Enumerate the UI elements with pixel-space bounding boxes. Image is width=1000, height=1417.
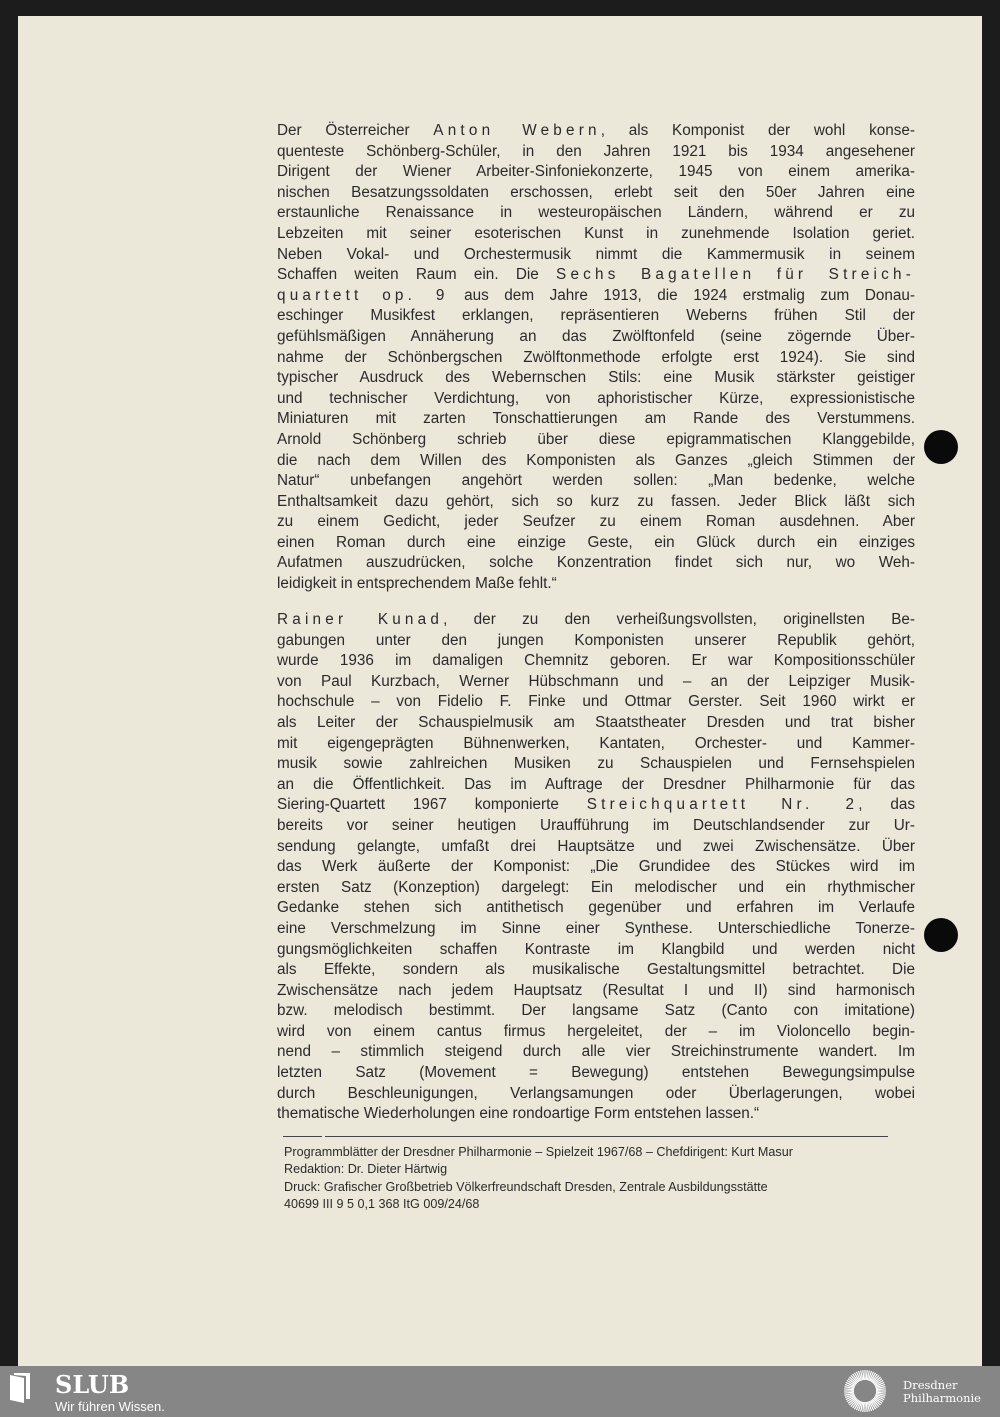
footer-rule: [325, 1136, 888, 1137]
paragraph-kunad: [277, 610, 915, 1125]
text-line: Dirigent der Wiener Arbeiter-Sinfoniekonzerte, 1945 von einem amerika-: [277, 163, 915, 181]
text-segment: Der Österreicher: [277, 122, 434, 139]
viewer-bar: [0, 1366, 1000, 1417]
text-line: Miniaturen mit zarten Tonschattierungen am Rande des Verstummens.: [277, 410, 915, 428]
text-line: und technischer Verdichtung, von aphoristischer Kürze, expressionistische: [277, 389, 915, 407]
text-line: zu einem Gedicht, jeder Seufzer zu einem Roman ausdehnen. Aber: [277, 513, 915, 531]
text-segment: Siering-Quartett 1967 komponierte: [277, 796, 587, 814]
text-line: nahme der Schönbergschen Zwölftonmethode erfolgte erst 1924). Sie sind: [277, 348, 915, 366]
slub-tagline: Wir führen Wissen.: [55, 1399, 165, 1414]
text-line: ersten Satz (Konzeption) dargelegt: Ein melodischer und ein rhythmischer: [277, 878, 915, 896]
text-segment: , das: [858, 796, 915, 814]
text-line: musik sowie zahlreichen Musiken zu Schauspielen und Fernsehspielen: [277, 755, 915, 773]
emphasized-name: Anton Webern: [433, 122, 601, 139]
text-segment: , als Komponist der wohl konse-: [600, 122, 915, 139]
text-line: gefühlsmäßigen Annäherung an das Zwölftonfeld (seine zögernde Über-: [277, 327, 915, 345]
text-line: eschinger Musikfest erklangen, repräsentieren Weberns frühen Stil der: [277, 307, 915, 325]
text-line: [277, 121, 915, 142]
text-segment: Schaffen weiten Raum ein. Die: [277, 266, 557, 284]
text-line: nischen Besatzungssoldaten erschossen, erlebt seit den 50er Jahren eine: [277, 183, 915, 201]
emphasized-name: Streichquartett Nr. 2: [586, 796, 859, 814]
book-icon: [10, 1373, 32, 1403]
text-line: bereits vor seiner heutigen Uraufführung im Deutschlandsender zur Ur-: [277, 816, 915, 834]
text-line: Aufatmen auszudrücken, solche Konzentration findet sich nur, wo Weh-: [277, 554, 915, 572]
text-line: nend – stimmlich steigend durch alle vier Streichinstrumente wandert. Im: [277, 1043, 915, 1061]
text-line: eine Verschmelzung im Sinne einer Synthese. Unterschiedliche Tonerze-: [277, 919, 915, 937]
partner-logo-text[interactable]: [903, 1379, 981, 1405]
text-segment: , der zu den verheißungsvollsten, originellsten Be-: [443, 611, 915, 628]
text-line: wurde 1936 im damaligen Chemnitz geboren. Er war Kompositionsschüler: [277, 652, 915, 670]
text-line: [277, 795, 915, 816]
punch-hole: [924, 918, 958, 952]
imprint-line: Programmblätter der Dresdner Philharmonie – Spielzeit 1967/68 – Chefdirigent: Kurt Masur: [284, 1145, 793, 1159]
text-line: letzten Satz (Movement = Bewegung) entstehen Bewegungsimpulse: [277, 1064, 915, 1082]
imprint-line: Redaktion: Dr. Dieter Härtwig: [284, 1162, 448, 1177]
paragraph-webern: [277, 121, 915, 595]
text-line: Zwischensätze nach jedem Hauptsatz (Resultat I und II) sind harmonisch: [277, 981, 915, 999]
philharmonie-logo-icon: [842, 1368, 888, 1414]
punch-hole: [924, 430, 958, 464]
text-line: bzw. melodisch bestimmt. Der langsame Satz (Canto con imitatione): [277, 1002, 915, 1020]
text-line: thematische Wiederholungen eine rondoartige Form entstehen lassen.“: [277, 1105, 760, 1123]
text-line: Neben Vokal- und Orchestermusik nimmt die Kammermusik in seinem: [277, 245, 915, 263]
text-line: das Werk äußerte der Komponist: „Die Grundidee des Stückes wird im: [277, 858, 915, 876]
text-line: Lebzeiten mit seiner esoterischen Kunst in zunehmende Isolation geriet.: [277, 224, 915, 242]
text-line: Gedanke stehen sich antithetisch gegenüber und erfahren im Verlaufe: [277, 899, 915, 917]
text-line: quenteste Schönberg-Schüler, in den Jahren 1921 bis 1934 angesehener: [277, 142, 915, 160]
text-line: als Leiter der Schauspielmusik am Staatstheater Dresden und trat bisher: [277, 713, 915, 731]
text-line: gabungen unter den jungen Komponisten unserer Republik gehört,: [277, 631, 915, 649]
text-line: [277, 610, 915, 631]
slub-logo-text[interactable]: SLUB: [55, 1370, 130, 1399]
text-line: Enthaltsamkeit dazu gehört, sich so kurz zu fassen. Jeder Blick läßt sich: [277, 492, 915, 510]
text-line: die nach dem Willen des Komponisten als Ganzes „gleich Stimmen der: [277, 451, 915, 469]
text-line: durch Beschleunigungen, Verlangsamungen oder Überlagerungen, wobei: [277, 1084, 915, 1102]
text-line: sendung gelangte, umfaßt drei Hauptsätze und zwei Zwischensätze. Über: [277, 837, 915, 855]
partner-name-line: Philharmonie: [903, 1391, 981, 1405]
emphasized-name: quartett op. 9: [277, 286, 449, 304]
text-line: an die Öffentlichkeit. Das im Auftrage der Dresdner Philharmonie für das: [277, 775, 915, 793]
text-line: einen Roman durch eine einzige Geste, ein Glück durch ein einziges: [277, 533, 915, 551]
emphasized-name: Sechs Bagatellen für Streich-: [556, 266, 915, 284]
text-line: von Paul Kurzbach, Werner Hübschmann und – an der Leipziger Musik-: [277, 672, 915, 690]
text-line: hochschule – von Fidelio F. Finke und Ottmar Gerster. Seit 1960 wirkt er: [277, 693, 915, 711]
text-line: Arnold Schönberg schrieb über diese epigrammatischen Klanggebilde,: [277, 430, 915, 448]
text-line: typischer Ausdruck des Webernschen Stils: eine Musik stärkster geistiger: [277, 369, 915, 387]
footer-rule-short: [283, 1136, 322, 1137]
text-line: erstaunliche Renaissance in westeuropäischen Ländern, während er zu: [277, 204, 915, 222]
text-line: gungsmöglichkeiten schaffen Kontraste im Klangbild und werden nicht: [277, 940, 915, 958]
text-line: als Effekte, sondern als musikalische Gestaltungsmittel betrachtet. Die: [277, 961, 915, 979]
imprint-line: 40699 III 9 5 0,1 368 ItG 009/24/68: [284, 1196, 480, 1211]
text-line: wird von einem cantus firmus hergeleitet, der – im Violoncello begin-: [277, 1022, 915, 1040]
text-line: [277, 286, 915, 307]
text-line: [277, 265, 915, 286]
text-line: leidigkeit in entsprechendem Maße fehlt.“: [277, 575, 557, 593]
imprint-line: Druck: Grafischer Großbetrieb Völkerfreundschaft Dresden, Zentrale Ausbildungsstätte: [284, 1179, 768, 1194]
text-line: Natur“ unbefangen angehört werden sollen: „Man bedenke, welche: [277, 472, 915, 490]
imprint: [284, 1144, 793, 1213]
partner-name-line: Dresdner: [903, 1378, 958, 1392]
text-line: mit eigengeprägten Bühnenwerken, Kantaten, Orchester- und Kammer-: [277, 734, 915, 752]
text-segment: aus dem Jahre 1913, die 1924 erstmalig zum Donau-: [448, 286, 915, 304]
emphasized-name: Rainer Kunad: [277, 611, 444, 628]
